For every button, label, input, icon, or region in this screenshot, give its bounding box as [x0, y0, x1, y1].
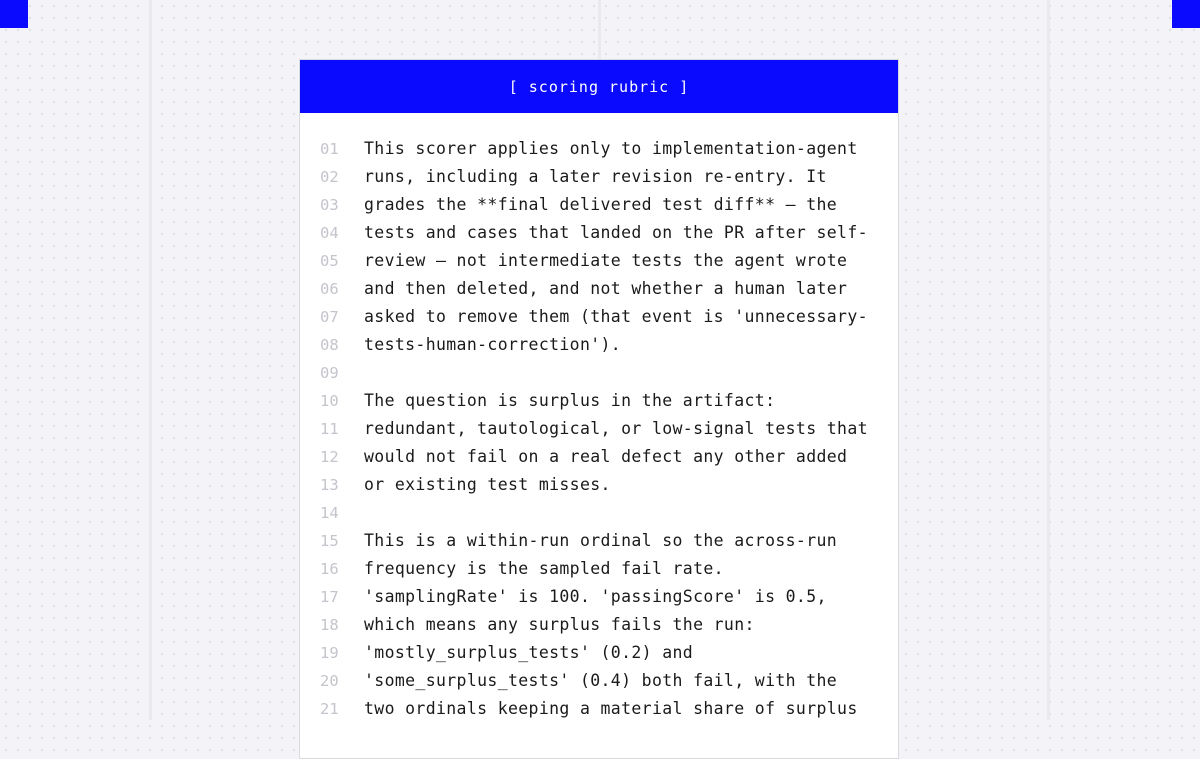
line-text: frequency is the sampled fail rate.	[364, 559, 724, 578]
line-number: 06	[320, 280, 339, 298]
column-divider	[149, 0, 152, 720]
line-number: 14	[320, 504, 339, 522]
line-text: asked to remove them (that event is 'unnecessary-	[364, 307, 868, 326]
rubric-body[interactable]	[300, 113, 898, 723]
line-text: tests-human-correction').	[364, 335, 622, 354]
rubric-line	[300, 303, 898, 331]
rubric-line	[300, 611, 898, 639]
line-number: 10	[320, 392, 339, 410]
line-number: 09	[320, 364, 339, 382]
line-text: grades the **final delivered test diff** — the	[364, 195, 838, 214]
line-number: 17	[320, 588, 339, 606]
line-number: 21	[320, 700, 339, 718]
line-text: This is a within-run ordinal so the across-run	[364, 531, 838, 550]
line-text: runs, including a later revision re-entry. It	[364, 167, 827, 186]
rubric-line	[300, 387, 898, 415]
rubric-line	[300, 135, 898, 163]
rubric-line	[300, 471, 898, 499]
corner-accent-left	[0, 0, 28, 28]
line-number: 16	[320, 560, 339, 578]
line-number: 20	[320, 672, 339, 690]
rubric-line	[300, 583, 898, 611]
line-number: 15	[320, 532, 339, 550]
rubric-line	[300, 331, 898, 359]
rubric-line	[300, 667, 898, 695]
line-number: 13	[320, 476, 339, 494]
rubric-line	[300, 191, 898, 219]
line-number: 08	[320, 336, 339, 354]
scoring-rubric-card	[299, 59, 899, 759]
corner-accent-right	[1172, 0, 1200, 28]
rubric-line	[300, 275, 898, 303]
line-number: 01	[320, 140, 339, 158]
line-text: two ordinals keeping a material share of surplus	[364, 699, 858, 718]
line-number: 12	[320, 448, 339, 466]
line-text: 'some_surplus_tests' (0.4) both fail, with the	[364, 671, 838, 690]
rubric-line	[300, 163, 898, 191]
line-text: and then deleted, and not whether a human later	[364, 279, 848, 298]
rubric-line	[300, 443, 898, 471]
line-number: 18	[320, 616, 339, 634]
line-text: which means any surplus fails the run:	[364, 615, 755, 634]
line-text: review — not intermediate tests the agent wrote	[364, 251, 848, 270]
rubric-line	[300, 527, 898, 555]
line-text: tests and cases that landed on the PR after self-	[364, 223, 868, 242]
line-number: 02	[320, 168, 339, 186]
line-number: 03	[320, 196, 339, 214]
rubric-line	[300, 359, 898, 387]
line-text: This scorer applies only to implementation-agent	[364, 139, 858, 158]
rubric-header	[300, 60, 898, 113]
line-number: 07	[320, 308, 339, 326]
line-text: would not fail on a real defect any other added	[364, 447, 848, 466]
column-divider	[1047, 0, 1050, 720]
rubric-line	[300, 499, 898, 527]
line-text: 'mostly_surplus_tests' (0.2) and	[364, 643, 694, 662]
rubric-line	[300, 247, 898, 275]
line-number: 05	[320, 252, 339, 270]
rubric-title: [ scoring rubric ]	[508, 77, 690, 96]
rubric-line	[300, 555, 898, 583]
line-number: 19	[320, 644, 339, 662]
rubric-line	[300, 639, 898, 667]
line-number: 04	[320, 224, 339, 242]
line-number: 11	[320, 420, 339, 438]
line-text: or existing test misses.	[364, 475, 611, 494]
rubric-line	[300, 415, 898, 443]
rubric-line	[300, 695, 898, 723]
rubric-line	[300, 219, 898, 247]
line-text: redundant, tautological, or low-signal tests that	[364, 419, 868, 438]
line-text: The question is surplus in the artifact:	[364, 391, 776, 410]
line-text: 'samplingRate' is 100. 'passingScore' is 0.5,	[364, 587, 827, 606]
